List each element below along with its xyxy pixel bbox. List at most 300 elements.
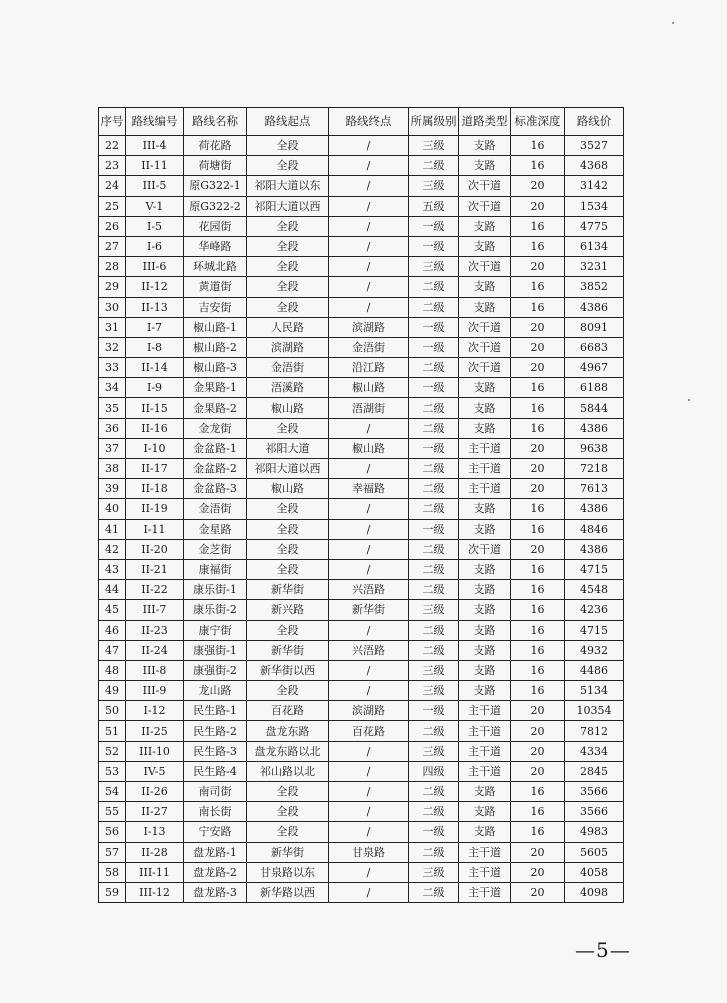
table-row: [99, 701, 624, 721]
table-cell: 支路: [459, 660, 511, 680]
table-cell: 全段: [247, 418, 329, 438]
table-cell: 滨湖路: [247, 337, 329, 357]
table-cell: 20: [511, 176, 565, 196]
table-cell: 主干道: [459, 438, 511, 458]
table-cell: 16: [511, 277, 565, 297]
table-cell: 支路: [459, 499, 511, 519]
table-cell: III-11: [126, 862, 184, 882]
table-cell: 4932: [565, 640, 624, 660]
table-cell: /: [329, 136, 409, 156]
table-cell: 主干道: [459, 701, 511, 721]
table-cell: 16: [511, 559, 565, 579]
table-cell: 金星路: [184, 519, 247, 539]
table-cell: 20: [511, 257, 565, 277]
table-row: [99, 721, 624, 741]
page-number: —5—: [575, 938, 631, 962]
table-cell: 三级: [409, 600, 459, 620]
table-cell: 25: [99, 196, 126, 216]
table-cell: 16: [511, 398, 565, 418]
table-row: [99, 640, 624, 660]
table-cell: /: [329, 782, 409, 802]
table-cell: II-21: [126, 559, 184, 579]
table-cell: /: [329, 660, 409, 680]
table-cell: 一级: [409, 438, 459, 458]
table-cell: 次干道: [459, 317, 511, 337]
table-cell: 7812: [565, 721, 624, 741]
table-row: [99, 297, 624, 317]
table-cell: 20: [511, 741, 565, 761]
table-cell: /: [329, 156, 409, 176]
scan-speck: [688, 399, 690, 401]
table-cell: 二级: [409, 882, 459, 902]
table-cell: 吉安街: [184, 297, 247, 317]
table-cell: 二级: [409, 539, 459, 559]
table-row: [99, 438, 624, 458]
table-cell: 20: [511, 196, 565, 216]
table-cell: 二级: [409, 459, 459, 479]
table-cell: /: [329, 681, 409, 701]
table-cell: 4368: [565, 156, 624, 176]
table-cell: 6683: [565, 337, 624, 357]
table-cell: 16: [511, 640, 565, 660]
table-cell: III-10: [126, 741, 184, 761]
table-cell: II-19: [126, 499, 184, 519]
table-row: [99, 761, 624, 781]
table-cell: 52: [99, 741, 126, 761]
table-cell: 4098: [565, 882, 624, 902]
table-cell: 51: [99, 721, 126, 741]
table-cell: 康福街: [184, 559, 247, 579]
table-cell: 盘龙路-2: [184, 862, 247, 882]
table-cell: 20: [511, 459, 565, 479]
table-body: [99, 136, 624, 903]
table-cell: 新华街: [247, 580, 329, 600]
table-cell: 支路: [459, 236, 511, 256]
table-row: [99, 418, 624, 438]
table-cell: 支路: [459, 277, 511, 297]
table-cell: 34: [99, 378, 126, 398]
table-cell: 23: [99, 156, 126, 176]
table-cell: 全段: [247, 277, 329, 297]
table-cell: 甘泉路以东: [247, 862, 329, 882]
table-cell: 沿江路: [329, 358, 409, 378]
table-cell: 次干道: [459, 539, 511, 559]
table-cell: 幸福路: [329, 479, 409, 499]
table-cell: 三级: [409, 176, 459, 196]
table-cell: 支路: [459, 418, 511, 438]
table-cell: II-14: [126, 358, 184, 378]
table-cell: 全段: [247, 499, 329, 519]
table-cell: 44: [99, 580, 126, 600]
table-cell: 4386: [565, 499, 624, 519]
table-cell: 20: [511, 358, 565, 378]
table-cell: 滨湖路: [329, 701, 409, 721]
table-cell: 全段: [247, 519, 329, 539]
table-cell: 全段: [247, 802, 329, 822]
table-cell: II-17: [126, 459, 184, 479]
table-cell: 28: [99, 257, 126, 277]
table-cell: 花园街: [184, 216, 247, 236]
scan-speck: [672, 22, 674, 24]
table-cell: II-12: [126, 277, 184, 297]
table-cell: 4967: [565, 358, 624, 378]
table-cell: 金果路-2: [184, 398, 247, 418]
table-cell: 10354: [565, 701, 624, 721]
table-row: [99, 479, 624, 499]
table-cell: II-11: [126, 156, 184, 176]
table-row: [99, 802, 624, 822]
table-cell: 康乐街-1: [184, 580, 247, 600]
table-cell: 二级: [409, 479, 459, 499]
table-cell: 华峰路: [184, 236, 247, 256]
table-cell: 民生路-4: [184, 761, 247, 781]
table-row: [99, 378, 624, 398]
table-cell: 全段: [247, 620, 329, 640]
table-cell: 47: [99, 640, 126, 660]
table-cell: 46: [99, 620, 126, 640]
table-cell: 59: [99, 882, 126, 902]
table-row: [99, 519, 624, 539]
table-row: [99, 196, 624, 216]
table-cell: 20: [511, 761, 565, 781]
table-row: [99, 499, 624, 519]
table-cell: 37: [99, 438, 126, 458]
table-cell: 一级: [409, 236, 459, 256]
table-row: [99, 317, 624, 337]
table-cell: 16: [511, 580, 565, 600]
table-cell: 9638: [565, 438, 624, 458]
table-cell: 4775: [565, 216, 624, 236]
table-cell: 16: [511, 620, 565, 640]
table-cell: II-16: [126, 418, 184, 438]
table-row: [99, 782, 624, 802]
table-cell: 20: [511, 842, 565, 862]
table-row: [99, 156, 624, 176]
table-cell: 16: [511, 660, 565, 680]
table-cell: 一级: [409, 701, 459, 721]
table-row: [99, 277, 624, 297]
table-cell: 16: [511, 418, 565, 438]
table-cell: 24: [99, 176, 126, 196]
table-cell: 新华街: [329, 600, 409, 620]
table-cell: II-22: [126, 580, 184, 600]
table-cell: 20: [511, 721, 565, 741]
table-cell: 20: [511, 539, 565, 559]
table-cell: 32: [99, 337, 126, 357]
table-cell: 祁山路以北: [247, 761, 329, 781]
table-row: [99, 459, 624, 479]
column-header: 路线起点: [247, 108, 329, 136]
table-cell: 主干道: [459, 862, 511, 882]
table-cell: 一级: [409, 317, 459, 337]
table-cell: 民生路-2: [184, 721, 247, 741]
table-cell: /: [329, 882, 409, 902]
table-cell: 次干道: [459, 257, 511, 277]
table-cell: 二级: [409, 782, 459, 802]
table-cell: 2845: [565, 761, 624, 781]
table-cell: /: [329, 822, 409, 842]
table-cell: 龙山路: [184, 681, 247, 701]
table-cell: 次干道: [459, 337, 511, 357]
table-row: [99, 559, 624, 579]
table-cell: /: [329, 418, 409, 438]
table-cell: 椒山路-1: [184, 317, 247, 337]
table-cell: 主干道: [459, 479, 511, 499]
table-row: [99, 882, 624, 902]
table-cell: 27: [99, 236, 126, 256]
table-cell: 康宁街: [184, 620, 247, 640]
table-cell: 50: [99, 701, 126, 721]
table-cell: II-24: [126, 640, 184, 660]
table-cell: 3852: [565, 277, 624, 297]
table-cell: 支路: [459, 640, 511, 660]
table-cell: 二级: [409, 620, 459, 640]
table-cell: 6134: [565, 236, 624, 256]
table-cell: 16: [511, 378, 565, 398]
table-cell: 人民路: [247, 317, 329, 337]
table-cell: 1534: [565, 196, 624, 216]
table-row: [99, 398, 624, 418]
table-cell: 二级: [409, 721, 459, 741]
table-cell: 主干道: [459, 459, 511, 479]
table-cell: 4486: [565, 660, 624, 680]
table-cell: 29: [99, 277, 126, 297]
table-cell: II-25: [126, 721, 184, 741]
table-cell: 二级: [409, 398, 459, 418]
table-cell: II-15: [126, 398, 184, 418]
table-cell: 支路: [459, 398, 511, 418]
table-cell: /: [329, 459, 409, 479]
table-cell: 新华街: [247, 640, 329, 660]
table-cell: 20: [511, 337, 565, 357]
table-cell: 4334: [565, 741, 624, 761]
table-cell: 支路: [459, 156, 511, 176]
table-cell: 全段: [247, 681, 329, 701]
table-cell: 57: [99, 842, 126, 862]
table-cell: 4236: [565, 600, 624, 620]
table-cell: 4846: [565, 519, 624, 539]
table-cell: 53: [99, 761, 126, 781]
table-cell: 四级: [409, 761, 459, 781]
table-cell: 4983: [565, 822, 624, 842]
table-cell: 全段: [247, 216, 329, 236]
table-cell: 56: [99, 822, 126, 842]
table-cell: 三级: [409, 862, 459, 882]
table-cell: 金盆路-2: [184, 459, 247, 479]
table-row: [99, 620, 624, 640]
table-cell: 百花路: [329, 721, 409, 741]
table-row: [99, 822, 624, 842]
table-cell: 主干道: [459, 741, 511, 761]
table-cell: 康乐街-2: [184, 600, 247, 620]
table-cell: 浯湖街: [329, 398, 409, 418]
table-cell: 4386: [565, 539, 624, 559]
table-cell: 7218: [565, 459, 624, 479]
table-cell: 荷塘街: [184, 156, 247, 176]
table-cell: 16: [511, 236, 565, 256]
table-cell: 30: [99, 297, 126, 317]
table-cell: 三级: [409, 681, 459, 701]
table-cell: 全段: [247, 822, 329, 842]
table-cell: 民生路-3: [184, 741, 247, 761]
table-cell: 全段: [247, 156, 329, 176]
table-row: [99, 600, 624, 620]
table-cell: 48: [99, 660, 126, 680]
table-cell: 金浯街: [184, 499, 247, 519]
table-cell: 支路: [459, 600, 511, 620]
table-cell: 43: [99, 559, 126, 579]
table-cell: 4058: [565, 862, 624, 882]
table-cell: 55: [99, 802, 126, 822]
table-cell: IV-5: [126, 761, 184, 781]
table-cell: 南长街: [184, 802, 247, 822]
table-cell: I-11: [126, 519, 184, 539]
table-cell: III-5: [126, 176, 184, 196]
table-cell: 4548: [565, 580, 624, 600]
table-cell: 二级: [409, 418, 459, 438]
column-header: 路线终点: [329, 108, 409, 136]
table-cell: 全段: [247, 297, 329, 317]
column-header: 序号: [99, 108, 126, 136]
table-cell: 全段: [247, 559, 329, 579]
table-row: [99, 741, 624, 761]
table-cell: 康强街-2: [184, 660, 247, 680]
table-cell: 二级: [409, 580, 459, 600]
table-cell: 4386: [565, 418, 624, 438]
table-cell: 6188: [565, 378, 624, 398]
table-cell: 全段: [247, 236, 329, 256]
table-cell: 5844: [565, 398, 624, 418]
table-cell: 20: [511, 701, 565, 721]
table-cell: 一级: [409, 822, 459, 842]
column-header: 标准深度: [511, 108, 565, 136]
table-cell: 22: [99, 136, 126, 156]
table-cell: /: [329, 236, 409, 256]
table-cell: 主干道: [459, 721, 511, 741]
table-cell: 原G322-1: [184, 176, 247, 196]
table-cell: 3231: [565, 257, 624, 277]
table-cell: III-8: [126, 660, 184, 680]
table-cell: 全段: [247, 782, 329, 802]
table-cell: 主干道: [459, 842, 511, 862]
table-cell: III-9: [126, 681, 184, 701]
table-cell: 康强街-1: [184, 640, 247, 660]
table-cell: /: [329, 862, 409, 882]
table-cell: II-20: [126, 539, 184, 559]
table-cell: 16: [511, 156, 565, 176]
table-cell: /: [329, 257, 409, 277]
table-cell: 49: [99, 681, 126, 701]
table-cell: 三级: [409, 660, 459, 680]
table-cell: 盘龙路-1: [184, 842, 247, 862]
table-cell: 滨湖路: [329, 317, 409, 337]
table-cell: 祁阳大道以西: [247, 196, 329, 216]
table-cell: I-5: [126, 216, 184, 236]
table-cell: 盘龙东路: [247, 721, 329, 741]
table-cell: 5605: [565, 842, 624, 862]
table-cell: /: [329, 297, 409, 317]
table-cell: 16: [511, 297, 565, 317]
table-cell: I-9: [126, 378, 184, 398]
table-row: [99, 176, 624, 196]
table-cell: 三级: [409, 741, 459, 761]
table-cell: 原G322-2: [184, 196, 247, 216]
table-cell: 一级: [409, 378, 459, 398]
table-cell: 全段: [247, 539, 329, 559]
table-cell: 南司街: [184, 782, 247, 802]
table-cell: 祁阳大道: [247, 438, 329, 458]
table-cell: 椒山路: [329, 438, 409, 458]
table-cell: 20: [511, 479, 565, 499]
table-row: [99, 337, 624, 357]
table-row: [99, 257, 624, 277]
table-cell: 5134: [565, 681, 624, 701]
table-row: [99, 236, 624, 256]
table-cell: 次干道: [459, 196, 511, 216]
table-cell: 16: [511, 519, 565, 539]
table-cell: 20: [511, 882, 565, 902]
table-cell: 二级: [409, 802, 459, 822]
table-header-row: [99, 108, 624, 136]
table-cell: I-6: [126, 236, 184, 256]
table-cell: 3527: [565, 136, 624, 156]
table-cell: 百花路: [247, 701, 329, 721]
table-cell: 3566: [565, 802, 624, 822]
table-cell: 金龙街: [184, 418, 247, 438]
table-row: [99, 580, 624, 600]
table-cell: I-10: [126, 438, 184, 458]
table-cell: 全段: [247, 136, 329, 156]
table-cell: 4715: [565, 620, 624, 640]
column-header: 路线名称: [184, 108, 247, 136]
table-cell: 全段: [247, 257, 329, 277]
table-cell: /: [329, 741, 409, 761]
table-cell: 二级: [409, 358, 459, 378]
table-cell: 16: [511, 499, 565, 519]
table-cell: 金盆路-3: [184, 479, 247, 499]
table-row: [99, 216, 624, 236]
table-cell: 新华街以西: [247, 660, 329, 680]
table-cell: 次干道: [459, 176, 511, 196]
table-cell: 二级: [409, 277, 459, 297]
table-cell: 二级: [409, 156, 459, 176]
table-cell: 三级: [409, 136, 459, 156]
table-cell: 支路: [459, 620, 511, 640]
table-cell: 椒山路: [247, 398, 329, 418]
table-row: [99, 539, 624, 559]
table-cell: V-1: [126, 196, 184, 216]
table-cell: 支路: [459, 782, 511, 802]
table-cell: 3142: [565, 176, 624, 196]
table-cell: 40: [99, 499, 126, 519]
table-cell: 一级: [409, 216, 459, 236]
table-cell: 椒山路-2: [184, 337, 247, 357]
table-cell: 16: [511, 782, 565, 802]
table-cell: 42: [99, 539, 126, 559]
table-cell: 五级: [409, 196, 459, 216]
table-cell: 金浯街: [247, 358, 329, 378]
table-cell: 支路: [459, 802, 511, 822]
column-header: 路线编号: [126, 108, 184, 136]
table-cell: 二级: [409, 559, 459, 579]
table-cell: 26: [99, 216, 126, 236]
table-cell: 支路: [459, 297, 511, 317]
table-cell: 金果路-1: [184, 378, 247, 398]
table-cell: II-13: [126, 297, 184, 317]
table-cell: 20: [511, 317, 565, 337]
table-cell: 主干道: [459, 882, 511, 902]
table-cell: I-7: [126, 317, 184, 337]
